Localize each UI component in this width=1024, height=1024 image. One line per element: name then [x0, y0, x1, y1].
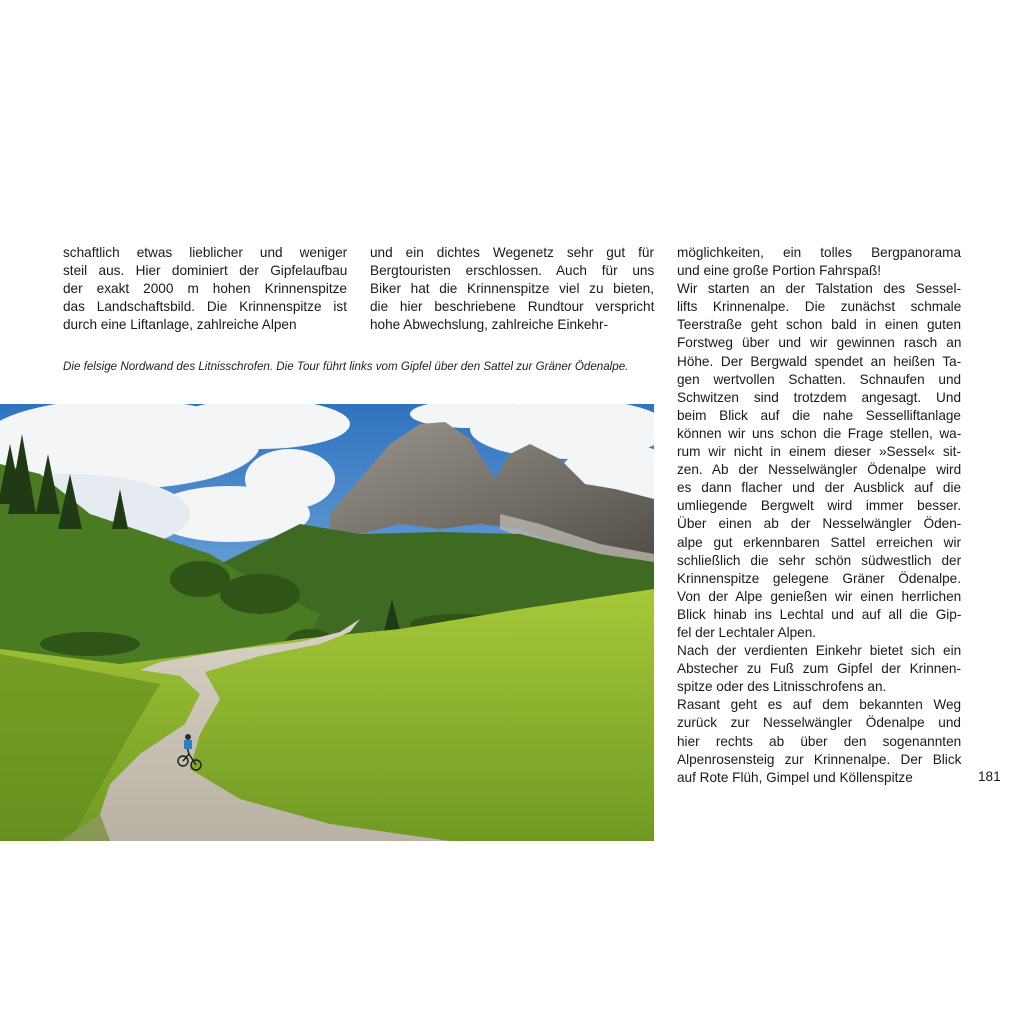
text-line: zen. Ab der Nesselwängler Ödenalpe wird	[677, 462, 962, 478]
text-line: durch eine Liftanlage, zahlreiche Alpen	[63, 317, 297, 333]
text-line: Nach der verdienten Einkehr bietet sich ein	[677, 643, 962, 659]
text-column-2	[370, 244, 654, 334]
text-line: Abstecher zu Fuß zum Gipfel der Krinnen-	[677, 661, 961, 677]
text-line: alpe gut erkennbaren Sattel erreichen wir	[677, 534, 961, 550]
text-line: der exakt 2000 m hohen Krinnenspitze	[63, 281, 347, 297]
text-line: umliegende Bergwelt wird immer besser.	[677, 498, 961, 514]
text-line: die hier beschriebene Rundtour verspricht	[370, 299, 655, 315]
text-line: das Landschaftsbild. Die Krinnenspitze ist	[63, 299, 347, 315]
text-line: Forstweg über und wir gewinnen rasch an	[677, 335, 962, 351]
text-line: schließlich die sehr schön südwestlich der	[677, 552, 962, 568]
photo-caption: Die felsige Nordwand des Litnisschrofen. Die Tour führt links vom Gipfel über den Sattel zur Gräner Ödenalpe.	[63, 360, 629, 373]
text-line: möglichkeiten, ein tolles Bergpanorama	[677, 245, 962, 260]
text-line: Schwitzen sind trotzdem angesagt. Und	[677, 389, 961, 405]
text-line: Rasant geht es auf dem bekannten Weg	[677, 697, 962, 713]
text-line: rum wir nicht in einem dieser »Sessel« sit-	[677, 444, 961, 460]
text-column-3	[677, 244, 961, 787]
text-line: und eine große Portion Fahrspaß!	[677, 263, 882, 279]
text-line: können wir uns schon die Frage stellen, wa-	[677, 425, 962, 441]
text-line: gen wertvollen Schatten. Schnaufen und	[677, 371, 962, 387]
text-line: auf Rote Flüh, Gimpel und Köllenspitze	[677, 769, 913, 785]
text-line: Von der Alpe genießen wir einen herrlichen	[677, 588, 962, 604]
text-line: Krinnenspitze gelegene Gräner Ödenalpe.	[677, 570, 961, 586]
text-line: und ein dichtes Wegenetz sehr gut für	[370, 245, 654, 260]
text-line: spitze oder des Litnisschrofens an.	[677, 679, 887, 695]
text-line: Bergtouristen erschlossen. Auch für uns	[370, 263, 655, 279]
text-line: fel der Lechtaler Alpen.	[677, 624, 817, 640]
page-number: 181	[978, 769, 1001, 784]
text-line: Teerstraße geht schon bald in einen guten	[677, 317, 961, 333]
text-line: lifts Krinnenalpe. Die zunächst schmale	[677, 299, 962, 315]
text-line: schaftlich etwas lieblicher und weniger	[63, 245, 348, 260]
text-line: Alpenrosensteig zur Krinnenalpe. Der Blick	[677, 751, 962, 767]
text-line: Über einen ab der Nesselwängler Öden-	[677, 516, 962, 532]
text-column-1	[63, 244, 347, 334]
text-line: Biker hat die Krinnenspitze viel zu bieten,	[370, 281, 654, 297]
mountain-photo	[0, 404, 654, 841]
text-line: Wir starten an der Talstation des Sessel-	[677, 281, 961, 297]
text-line: hohe Abwechslung, zahlreiche Einkehr-	[370, 317, 609, 333]
text-line: beim Blick auf die nahe Sesselliftanlage	[677, 407, 961, 423]
text-line: steil aus. Hier dominiert der Gipfelaufbau	[63, 263, 348, 279]
text-line: Blick hinab ins Lechtal und auf all die Gip-	[677, 606, 962, 622]
text-line: zurück zur Nesselwängler Ödenalpe und	[677, 715, 961, 731]
text-line: Höhe. Der Bergwald spendet an heißen Ta-	[677, 353, 962, 369]
text-line: hier rechts ab über den sogenannten	[677, 733, 962, 749]
text-line: es dann flacher und der Ausblick auf die	[677, 480, 962, 496]
